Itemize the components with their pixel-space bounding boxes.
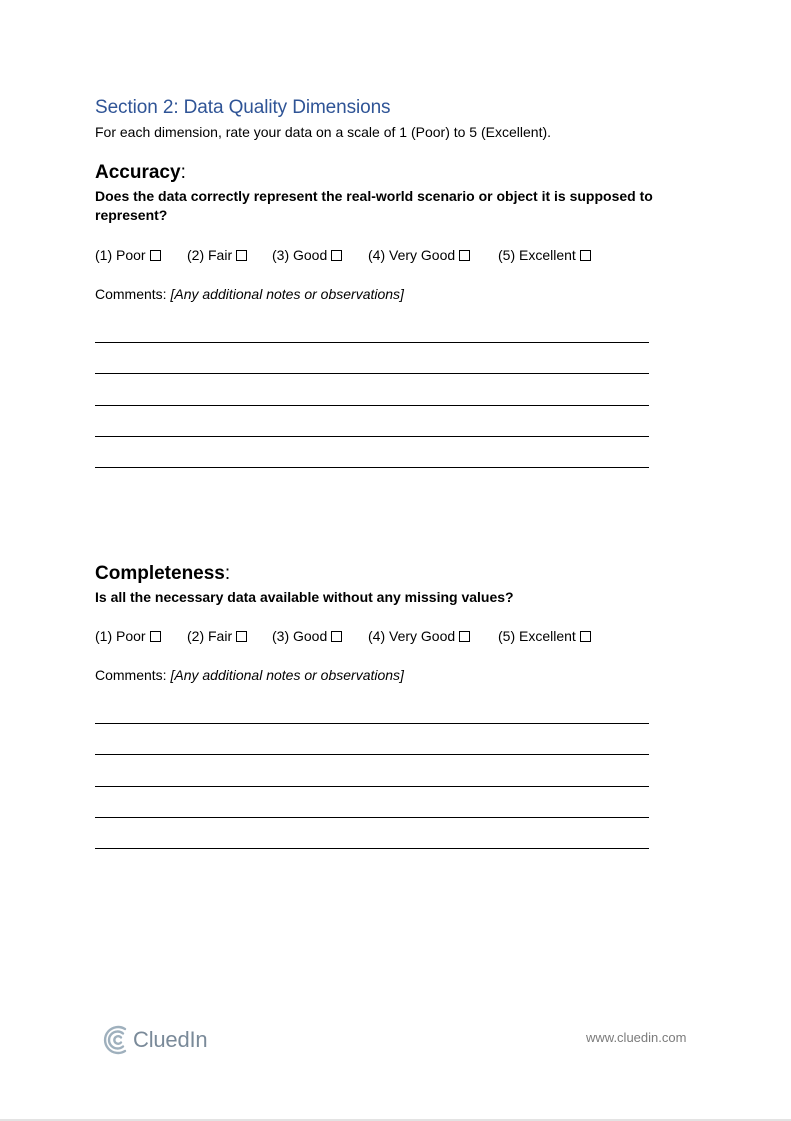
- rating-option-fair[interactable]: [187, 246, 247, 264]
- checkbox-icon[interactable]: [580, 250, 591, 261]
- checkbox-icon[interactable]: [459, 631, 470, 642]
- checkbox-icon[interactable]: [236, 250, 247, 261]
- rating-option-label: (4) Very Good: [368, 247, 456, 263]
- dimension-name: Completeness: [95, 563, 225, 584]
- comment-answer-line[interactable]: [95, 467, 649, 468]
- rating-option-fair[interactable]: [187, 627, 247, 645]
- checkbox-icon[interactable]: [150, 250, 161, 261]
- rating-option-poor[interactable]: [95, 246, 161, 264]
- website-url[interactable]: www.cluedin.com: [586, 1030, 687, 1045]
- rating-option-excellent[interactable]: [498, 627, 591, 645]
- rating-option-very-good[interactable]: [368, 246, 470, 264]
- rating-option-label: (3) Good: [272, 628, 328, 644]
- checkbox-icon[interactable]: [459, 250, 470, 261]
- rating-option-label: (3) Good: [272, 247, 328, 263]
- rating-option-excellent[interactable]: [498, 246, 591, 264]
- rating-option-label: (2) Fair: [187, 247, 233, 263]
- rating-option-good[interactable]: [272, 246, 342, 264]
- checkbox-icon[interactable]: [580, 631, 591, 642]
- comment-answer-line[interactable]: [95, 786, 649, 787]
- comments-placeholder: [Any additional notes or observations]: [170, 286, 404, 302]
- comment-answer-line[interactable]: [95, 817, 649, 818]
- comments-label: [95, 285, 404, 303]
- comment-answer-line[interactable]: [95, 436, 649, 437]
- rating-option-label: (1) Poor: [95, 628, 146, 644]
- rating-option-label: (5) Excellent: [498, 628, 576, 644]
- comment-answer-line[interactable]: [95, 342, 649, 343]
- rating-option-label: (4) Very Good: [368, 628, 456, 644]
- cluedin-mark-icon: [101, 1023, 131, 1057]
- rating-option-label: (1) Poor: [95, 247, 146, 263]
- section-title: Section 2: Data Quality Dimensions: [95, 97, 391, 118]
- comment-answer-line[interactable]: [95, 405, 649, 406]
- checkbox-icon[interactable]: [331, 631, 342, 642]
- comments-label-text: Comments:: [95, 667, 171, 683]
- comment-answer-line[interactable]: [95, 848, 649, 849]
- dimension-colon: :: [224, 563, 231, 584]
- comments-placeholder: [Any additional notes or observations]: [170, 667, 404, 683]
- rating-option-label: (5) Excellent: [498, 247, 576, 263]
- rating-option-label: (2) Fair: [187, 628, 233, 644]
- rating-option-good[interactable]: [272, 627, 342, 645]
- checkbox-icon[interactable]: [150, 631, 161, 642]
- rating-option-poor[interactable]: [95, 627, 161, 645]
- dimension-question: Is all the necessary data available without any missing values?: [95, 589, 514, 605]
- checkbox-icon[interactable]: [331, 250, 342, 261]
- comment-answer-line[interactable]: [95, 723, 649, 724]
- section-intro: For each dimension, rate your data on a scale of 1 (Poor) to 5 (Excellent).: [95, 124, 552, 140]
- dimension-heading: [95, 562, 230, 586]
- dimension-question: Does the data correctly represent the real-world scenario or object it is supposed to represent?: [95, 188, 653, 223]
- dimension-heading: [95, 161, 186, 185]
- rating-option-very-good[interactable]: [368, 627, 470, 645]
- dimension-name: Accuracy: [95, 162, 181, 183]
- comments-label-text: Comments:: [95, 286, 171, 302]
- comment-answer-line[interactable]: [95, 373, 649, 374]
- dimension-colon: :: [180, 162, 186, 183]
- logo-wordmark: CluedIn: [133, 1027, 208, 1052]
- comments-label: [95, 666, 404, 684]
- cluedin-logo: [101, 1023, 207, 1057]
- comment-answer-line[interactable]: [95, 754, 649, 755]
- checkbox-icon[interactable]: [236, 631, 247, 642]
